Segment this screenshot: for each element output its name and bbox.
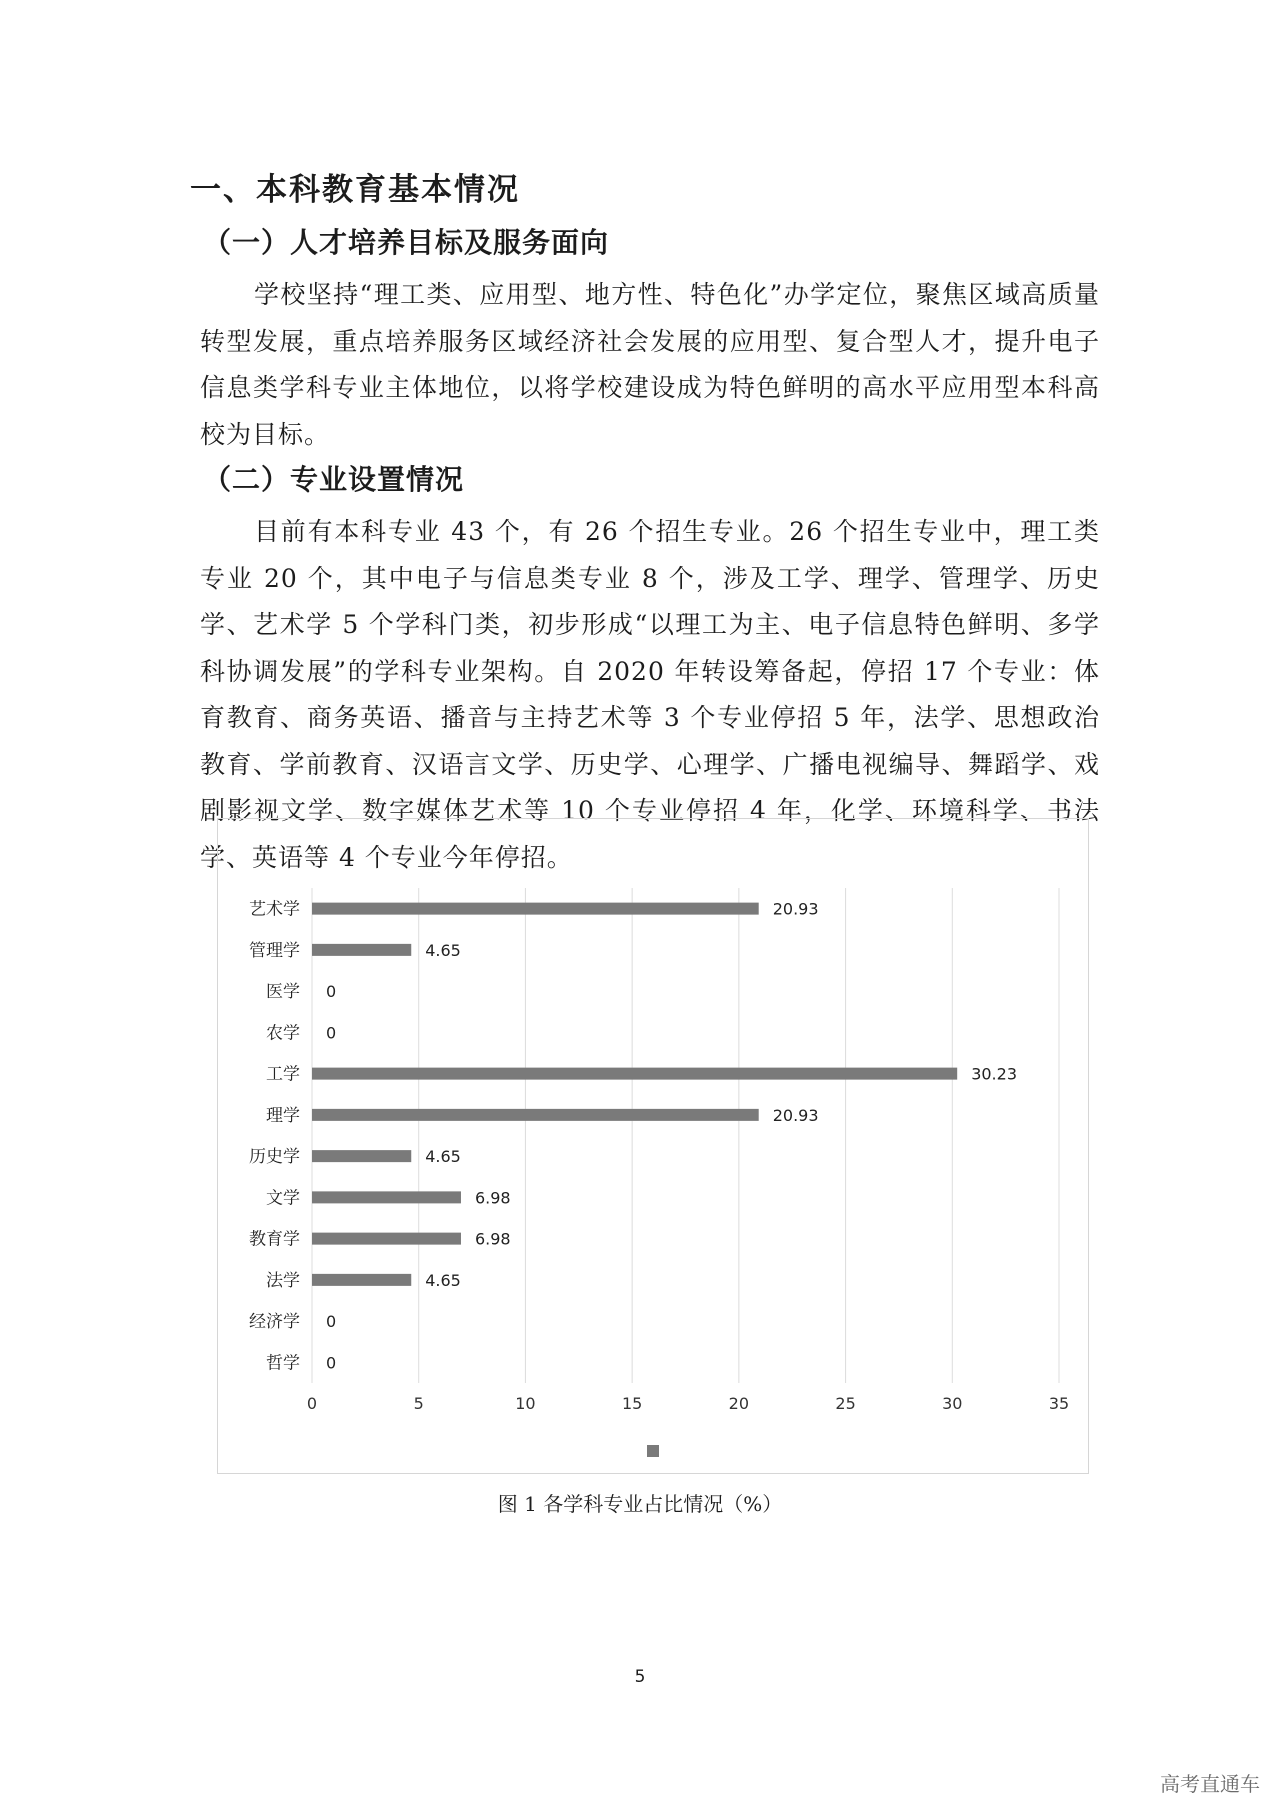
subsection-heading-majors: （二）专业设置情况 xyxy=(203,463,465,496)
x-tick-label: 20 xyxy=(728,1394,750,1413)
legend-swatch xyxy=(647,1445,659,1457)
bar xyxy=(312,1233,461,1245)
x-tick-label: 0 xyxy=(306,1394,318,1413)
category-label: 医学 xyxy=(266,982,300,1003)
bar xyxy=(312,1191,461,1203)
bar xyxy=(312,903,759,915)
category-label: 文学 xyxy=(266,1188,300,1209)
figure-caption: 图 1 各学科专业占比情况（%） xyxy=(497,1492,783,1516)
category-label: 农学 xyxy=(266,1023,300,1044)
category-label: 理学 xyxy=(266,1105,300,1126)
data-label: 4.65 xyxy=(425,1270,461,1290)
bar xyxy=(312,1068,957,1080)
category-label: 历史学 xyxy=(249,1147,300,1168)
data-label: 0 xyxy=(326,1312,337,1332)
x-tick-label: 35 xyxy=(1048,1394,1070,1413)
bar xyxy=(312,1150,411,1162)
paragraph-training-goals: 学校坚持“理工类、应用型、地方性、特色化”办学定位，聚焦区域高质量转型发展，重点培养服务区域经济社会发展的应用型、复合型人才，提升电子信息类学科专业主体地位，以将学校建设成为特色鲜明的高水平应用型本科高校为目标。 xyxy=(200,280,1100,449)
data-label: 0 xyxy=(326,1023,337,1043)
subject-share-bar-chart xyxy=(217,818,1089,1474)
category-label: 哲学 xyxy=(266,1353,300,1374)
section-heading: 一、本科教育基本情况 xyxy=(190,172,520,208)
x-tick-label: 25 xyxy=(835,1394,856,1413)
subsection-heading-training-goals: （一）人才培养目标及服务面向 xyxy=(203,226,610,259)
x-tick-label: 5 xyxy=(413,1394,424,1413)
data-label: 0 xyxy=(326,982,337,1002)
x-tick-label: 10 xyxy=(515,1394,536,1413)
page-number: 5 xyxy=(634,1667,646,1687)
data-label: 6.98 xyxy=(474,1229,511,1249)
x-tick-label: 30 xyxy=(942,1394,963,1413)
data-label: 20.93 xyxy=(772,1105,819,1125)
data-label: 20.93 xyxy=(772,899,819,919)
watermark-text: 高考直通车 xyxy=(1160,1772,1260,1796)
data-label: 30.23 xyxy=(971,1064,1018,1084)
category-label: 经济学 xyxy=(249,1312,300,1333)
data-label: 0 xyxy=(326,1353,337,1373)
category-label: 工学 xyxy=(266,1064,300,1085)
category-label: 艺术学 xyxy=(249,899,300,920)
category-label: 法学 xyxy=(266,1270,300,1291)
data-label: 4.65 xyxy=(425,1147,461,1167)
bar xyxy=(312,1109,759,1121)
data-label: 6.98 xyxy=(474,1188,511,1208)
paragraph-majors: 目前有本科专业 43 个，有 26 个招生专业。26 个招生专业中，理工类专业 20 个，其中电子与信息类专业 8 个，涉及工学、理学、管理学、历史学、艺术学 5 个学科门类，初步形成“以理工为主、电子信息特色鲜明、多学科协调发展”的学科专业架构。自 2020 年转设筹备起，停招 17 个专业：体育教育、商务英语、播音与主持艺术等 3 个专业停招 5 年，法学、思想政治教育、学前教育、汉语言文学、历史学、心理学、广播电视编导、舞蹈学、戏剧影视文学、数字媒体艺术等 10 个专业停招 4 年，化学、环境科学、书法学、英语等 4 个专业今年停招。 xyxy=(200,517,1100,872)
x-tick-label: 15 xyxy=(621,1394,643,1413)
data-label: 4.65 xyxy=(425,940,461,960)
bar xyxy=(312,1274,411,1286)
category-label: 管理学 xyxy=(249,940,300,961)
bar xyxy=(312,944,411,956)
category-label: 教育学 xyxy=(249,1229,300,1250)
